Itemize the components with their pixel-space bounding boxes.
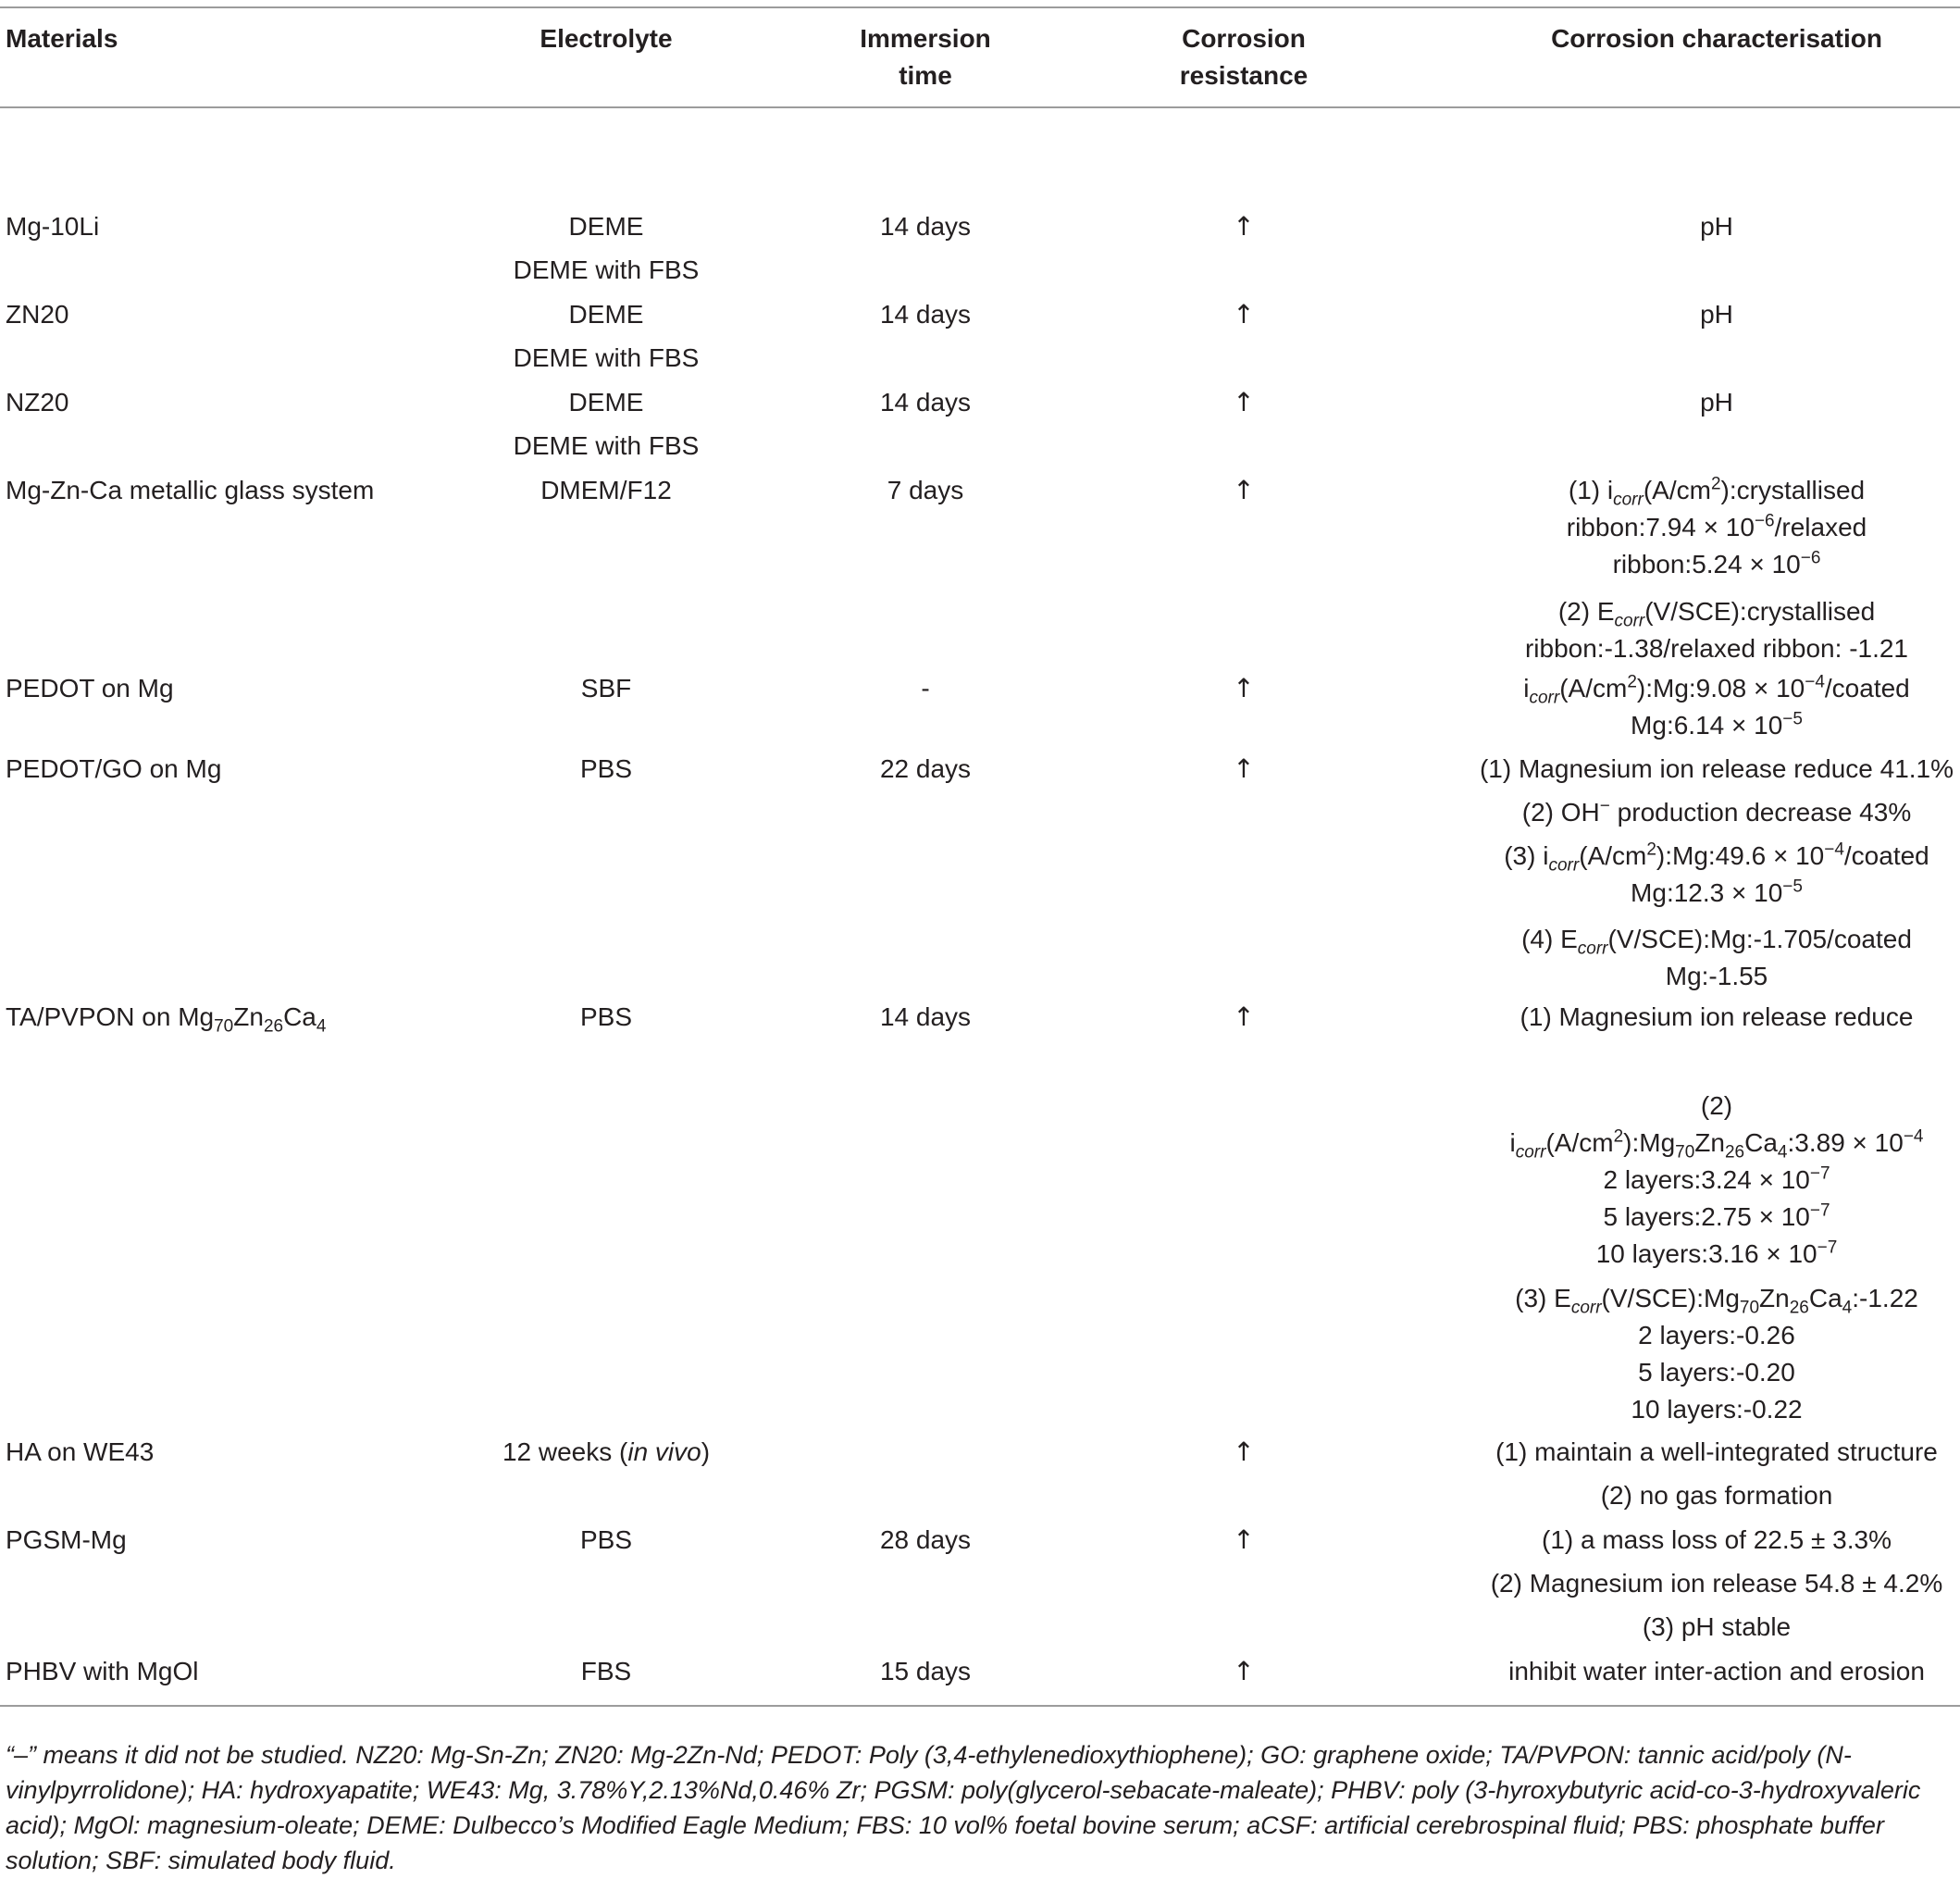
material-cell: PEDOT on Mg — [6, 674, 174, 703]
characterisation-cell: (1) Magnesium ion release reduce 41.1% (2) OH− production decrease 43% (3) $i_{corr}(A/cm^2):Mg:49.6$ × $10^{-4}$/coated Mg:12.3 × $10^{-5}$ (4) $E_{corr}(V/SCE):Mg:-1.705$/coated Mg:-1.55 — [1479, 754, 1954, 990]
up-arrow-icon: ↑ — [1233, 211, 1255, 242]
immersion-time-cell: 14 days — [879, 212, 972, 241]
table-footnote: “–” means it did not be studied. NZ20: Mg-Sn-Zn; ZN20: Mg-2Zn-Nd; PEDOT: Poly (3,4-ethylenedioxythiophene); GO: graphene oxide; TA/PVPON: tannic acid/poly (N-vinylpyrrolidone); HA: hydroxyapatite; WE43: Mg, 3.78%Y,2.13%Nd,0.46% Zr; PGSM: poly(glycerol-sebacate-maleate); PHBV: poly (3-hyroxybutyric acid-co-3-hydroxyvaleric acid); MgOl: magnesium-oleate; DEME: Dulbecco’s Modified Eagle Medium; FBS: 10 vol% foetal bovine serum; aCSF: artificial cerebrospinal fluid; PBS: phosphate buffer solution; SBF: simulated body fluid. — [6, 1741, 1921, 1874]
header-corrosion-resistance: Corrosion resistance — [1179, 24, 1309, 90]
characterisation-cell: $i_{corr}(A/cm^2):Mg:9.08$ × $10^{-4}$/coated Mg:6.14 × $10^{-5}$ — [1523, 672, 1910, 740]
electrolyte-cell: 12 weeks (in vivo) — [502, 1437, 711, 1466]
immersion-time-cell: 28 days — [879, 1525, 972, 1554]
bottom-rule — [0, 1705, 1960, 1707]
immersion-time-cell: - — [921, 674, 930, 703]
electrolyte-cell: DMEM/F12 — [540, 476, 672, 504]
material-cell: HA on WE43 — [6, 1437, 155, 1466]
electrolyte-cell: SBF — [580, 674, 632, 703]
up-arrow-icon: ↑ — [1233, 387, 1255, 417]
electrolyte-cell: FBS — [580, 1657, 632, 1685]
header-rule — [0, 106, 1960, 108]
material-cell: Mg-10Li — [6, 212, 100, 241]
top-rule — [0, 6, 1960, 8]
electrolyte-cell: DEME DEME with FBS — [513, 212, 700, 284]
electrolyte-cell: DEME DEME with FBS — [513, 300, 700, 372]
material-cell: TA/PVPON on $Mg_{70}Zn_{26}Ca_4$ — [6, 1002, 327, 1037]
characterisation-cell: (1) $i_{corr}(A/cm^2):crystallised$ ribbon:7.94 × $10^{-6}$/relaxed ribbon:5.24 × $10^{-6}$ (2) $E_{corr}(V/SCE):crystallised$ ribbon:-1.38/relaxed ribbon: -1.21 — [1524, 474, 1909, 663]
immersion-time-cell: 22 days — [879, 754, 972, 783]
material-cell: ZN20 — [6, 300, 69, 329]
header-immersion-time: Immersion time — [860, 24, 991, 90]
material-cell: PGSM-Mg — [6, 1525, 127, 1554]
immersion-time-cell: 14 days — [879, 388, 972, 417]
immersion-time-cell: 15 days — [879, 1657, 972, 1685]
up-arrow-icon: ↑ — [1233, 299, 1255, 330]
up-arrow-icon: ↑ — [1233, 1656, 1255, 1686]
immersion-time-cell: 7 days — [887, 476, 964, 504]
up-arrow-icon: ↑ — [1233, 475, 1255, 505]
up-arrow-icon: ↑ — [1233, 673, 1255, 703]
up-arrow-icon: ↑ — [1233, 1436, 1255, 1467]
material-cell: PEDOT/GO on Mg — [6, 754, 222, 783]
up-arrow-icon: ↑ — [1233, 1001, 1255, 1032]
characterisation-cell: (1) a mass loss of 22.5 ± 3.3% (2) Magnesium ion release 54.8 ± 4.2% (3) pH stable — [1490, 1525, 1943, 1641]
material-cell: NZ20 — [6, 388, 69, 417]
immersion-time-cell: 14 days — [879, 300, 972, 329]
electrolyte-cell: PBS — [579, 1525, 633, 1554]
up-arrow-icon: ↑ — [1233, 1524, 1255, 1555]
header-electrolyte: Electrolyte — [540, 24, 673, 53]
electrolyte-cell: PBS — [579, 754, 633, 783]
material-cell: Mg-Zn-Ca metallic glass system — [6, 476, 375, 504]
characterisation-cell: (1) Magnesium ion release reduce (2) $i_{corr}(A/cm^2):Mg_{70}Zn_{26}Ca_4:3.89 \times 10^{-4}$ 2 layers:3.24 × $10^{-7}$ 5 layers:2.75 × $10^{-7}$ 10 layers:3.16 × $10^{-7}$ (3) $E_{corr}(V/SCE):Mg_{70}Zn_{26}Ca_4:-1.22$ 2 layers:-0.26 5 layers:-0.20 10 layers:-0.22 — [1509, 1002, 1924, 1424]
material-cell: PHBV with MgOl — [6, 1657, 199, 1685]
electrolyte-cell: DEME DEME with FBS — [513, 388, 700, 460]
characterisation-cell: inhibit water inter-action and erosion — [1508, 1657, 1925, 1685]
characterisation-cell: pH — [1700, 300, 1733, 329]
header-corrosion-characterisation: Corrosion characterisation — [1551, 24, 1882, 53]
characterisation-cell: (1) maintain a well-integrated structure (2) no gas formation — [1495, 1437, 1938, 1510]
up-arrow-icon: ↑ — [1233, 753, 1255, 784]
electrolyte-cell: PBS — [579, 1002, 633, 1031]
characterisation-cell: pH — [1700, 388, 1733, 417]
header-materials: Materials — [6, 24, 118, 53]
characterisation-cell: pH — [1700, 212, 1733, 241]
immersion-time-cell: 14 days — [879, 1002, 972, 1031]
